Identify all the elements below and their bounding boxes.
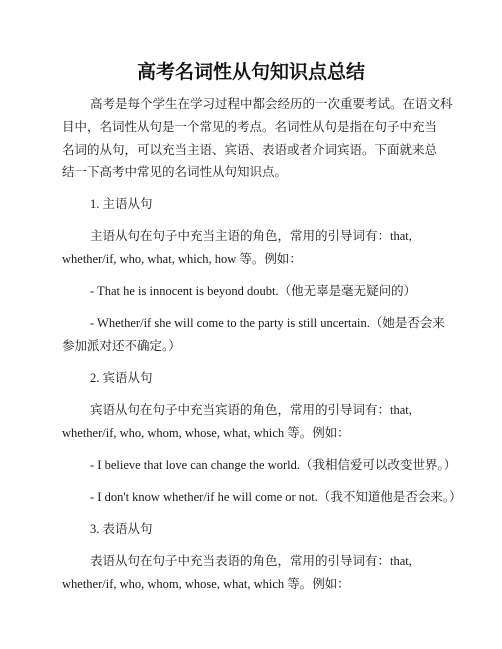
example-line: - I don't know whether/if he will come or not.（我不知道他是否会来。）: [90, 490, 462, 504]
intro-line-2: 目中，名词性从句是一个常见的考点。名词性从句是指在句子中充当: [62, 120, 438, 134]
intro-line-4: 结一下高考中常见的名词性从句知识点。: [62, 165, 288, 179]
section-desc-line: whether/if, who, whom, whose, what, which 等。例如：: [62, 577, 350, 591]
intro-line-3: 名词的从句，可以充当主语、宾语、表语或者介词宾语。下面就来总: [62, 143, 438, 157]
section-heading: 1. 主语从句: [90, 197, 153, 211]
example-line: - Whether/if she will come to the party is still uncertain.（她是否会来: [90, 316, 445, 330]
intro-line-1: 高考是每个学生在学习过程中都会经历的一次重要考试。在语文科: [90, 97, 453, 111]
example-line: - I believe that love can change the world.（我相信爱可以改变世界。）: [90, 458, 457, 472]
section-desc-line: whether/if, who, what, which, how 等。例如：: [62, 252, 302, 266]
example-line: 参加派对还不确定。）: [62, 339, 181, 353]
section-desc-line: 表语从句在句子中充当表语的角色，常用的引导词有：that,: [90, 554, 412, 568]
section-heading: 2. 宾语从句: [90, 371, 153, 385]
section-desc-line: 主语从句在句子中充当主语的角色，常用的引导词有：that,: [90, 229, 412, 243]
example-line: - That he is innocent is beyond doubt.（他无辜是毫无疑问的）: [90, 284, 417, 298]
section-heading: 3. 表语从句: [90, 522, 153, 536]
section-desc-line: whether/if, who, whom, whose, what, which 等。例如：: [62, 426, 350, 440]
section-desc-line: 宾语从句在句子中充当宾语的角色，常用的引导词有：that,: [90, 403, 412, 417]
page-title: 高考名词性从句知识点总结: [136, 62, 365, 83]
